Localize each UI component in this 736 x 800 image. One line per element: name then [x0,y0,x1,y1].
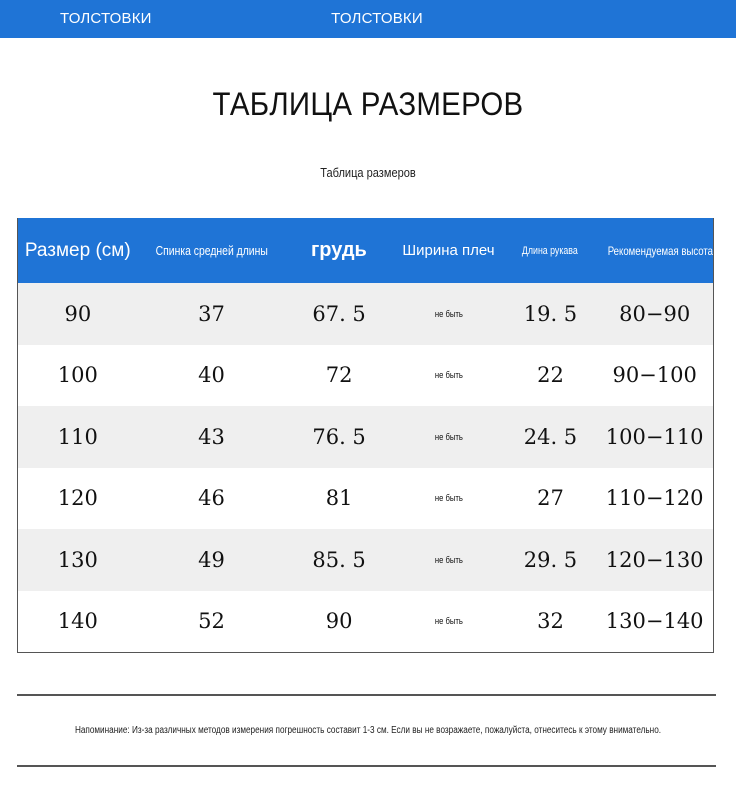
header-back-length: Спинка средней длины [155,243,268,258]
category-label-center[interactable]: ТОЛСТОВКИ [331,10,423,27]
cell-shoulder-width: не быть [434,370,463,381]
cell-size: 90 [64,301,92,326]
cell-sleeve-length: 22 [537,363,564,388]
cell-chest: 81 [325,486,353,511]
cell-sleeve-length: 27 [537,486,564,511]
cell-sleeve-length: 24. 5 [523,424,578,449]
cell-chest: 72 [325,363,353,388]
cell-sleeve-length: 32 [537,609,564,634]
cell-recommended-height: 120−130 [605,547,704,572]
cell-back-length: 49 [198,547,225,572]
cell-sleeve-length: 29. 5 [523,547,578,572]
cell-size: 120 [57,486,98,511]
header-size: Размер (см) [24,239,131,261]
cell-back-length: 43 [198,424,225,449]
cell-back-length: 46 [198,486,225,511]
cell-size: 140 [57,609,98,634]
page-subtitle: Таблица размеров [320,165,416,180]
cell-shoulder-width: не быть [434,554,463,565]
cell-chest: 90 [325,609,353,634]
cell-recommended-height: 130−140 [605,609,704,634]
header-recommended-height: Рекомендуемая высота [607,243,714,258]
header-chest: грудь [310,239,367,261]
table-row [18,345,713,407]
cell-recommended-height: 80−90 [619,301,691,326]
cell-size: 110 [57,424,98,449]
divider-bottom [17,765,716,767]
table-row [18,529,713,591]
cell-shoulder-width: не быть [434,308,463,319]
cell-chest: 85. 5 [312,547,366,572]
table-row [18,591,713,653]
page-title: ТАБЛИЦА РАЗМЕРОВ [212,86,524,122]
cell-size: 100 [57,363,98,388]
table-row [18,468,713,530]
cell-shoulder-width: не быть [434,493,463,504]
cell-back-length: 40 [198,363,225,388]
cell-chest: 76. 5 [312,424,366,449]
header-sleeve-length: Длина рукава [522,244,579,257]
measurement-note: Напоминание: Из-за различных методов измерения погрешность составит 1-3 см. Если вы не возражаете, пожалуйста, отнеситесь к этому внимательно. [74,725,662,736]
table-row [18,283,713,345]
header-shoulder-width: Ширина плеч [402,242,495,259]
cell-chest: 67. 5 [312,301,366,326]
cell-size: 130 [57,547,98,572]
table-row [18,406,713,468]
cell-shoulder-width: не быть [434,431,463,442]
cell-recommended-height: 90−100 [612,363,697,388]
cell-sleeve-length: 19. 5 [523,301,578,326]
top-bar [0,0,736,38]
divider-top [17,694,716,696]
cell-recommended-height: 110−120 [605,486,704,511]
cell-shoulder-width: не быть [434,616,463,627]
category-label-left[interactable]: ТОЛСТОВКИ [60,10,152,27]
cell-back-length: 37 [198,301,225,326]
size-table [17,218,714,653]
cell-back-length: 52 [198,609,225,634]
cell-recommended-height: 100−110 [605,424,704,449]
table-header-row [18,218,713,283]
